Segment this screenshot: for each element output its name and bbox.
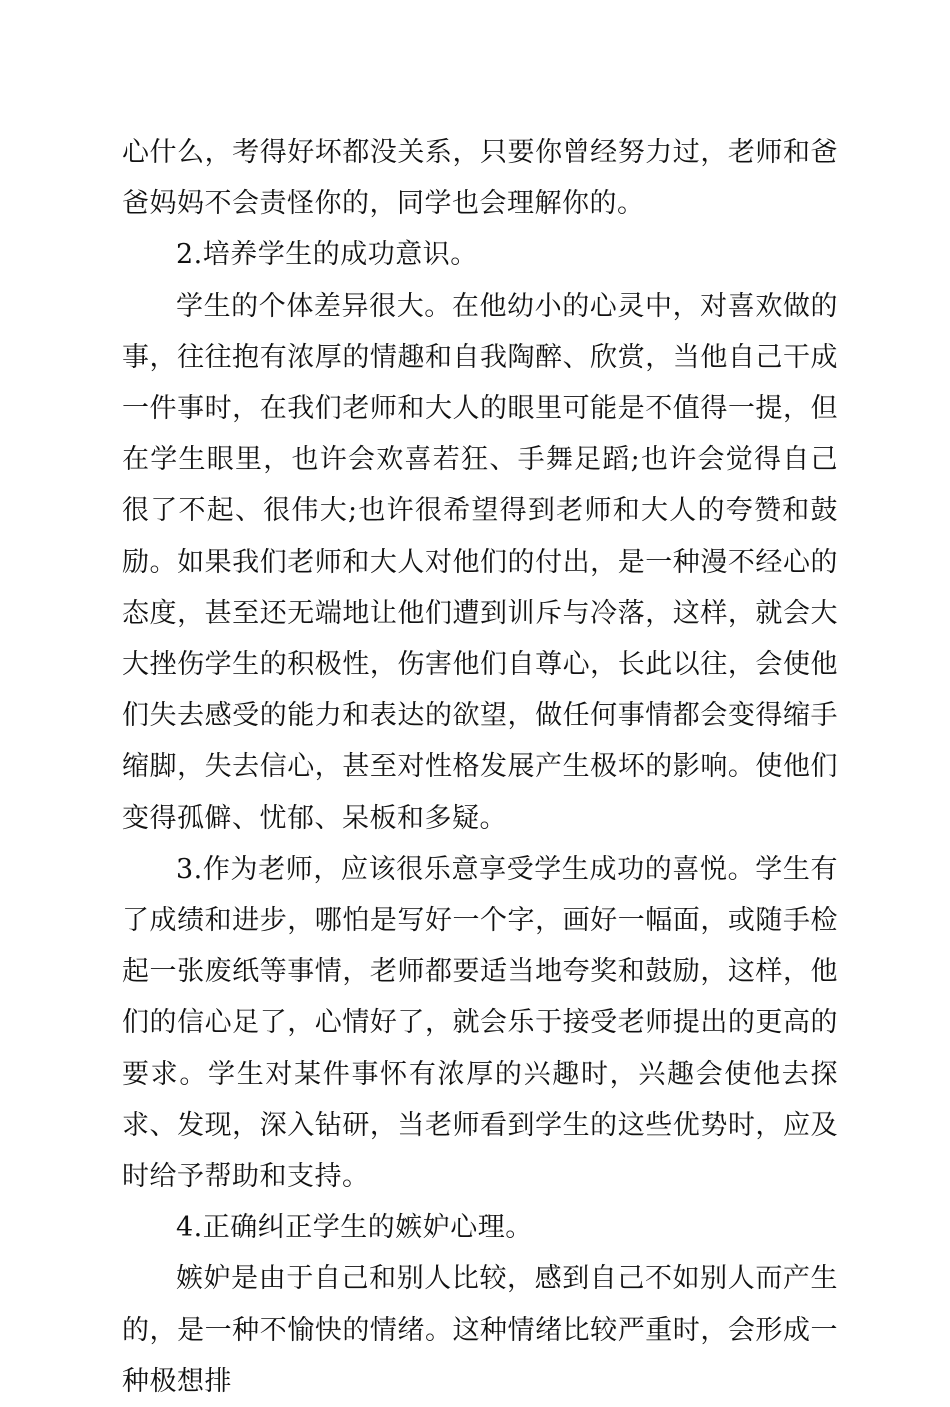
heading-4-correct-jealousy: 4.正确纠正学生的嫉妒心理。 xyxy=(176,1212,533,1244)
paragraph-4-teacher-enjoy-success: 3.作为老师，应该很乐意享受学生成功的喜悦。学生有了成绩和进步，哪怕是写好一个字，画好一幅面，或随手检起一张废纸等事情，老师都要适当地夸奖和鼓励，这样，他们的信心足了，心情好了，就会乐于接受老师提出的更高的要求。学生对某件事怀有浓厚的兴趣时，兴趣会使他去探求、发现，深入钻研，当老师看到学生的这些优势时，应及时给予帮助和支持。 xyxy=(122,853,838,1193)
paragraph-6: 嫉妒是由于自己和别人比较，感到自己不如别人而产生的，是一种不愉快的情绪。这种情绪比较严重时，会形成一种极想排 xyxy=(122,1263,838,1397)
paragraph-3: 学生的个体差异很大。在他幼小的心灵中，对喜欢做的事，往往抱有浓厚的情趣和自我陶醉、欣赏，当他自己干成一件事时，在我们老师和大人的眼里可能是不值得一提，但在学生眼里，也许会欢喜若狂、手舞足蹈;也许会觉得自己很了不起、很伟大;也许很希望得到老师和大人的夸赞和鼓励。如果我们老师和大人对他们的付出，是一种漫不经心的态度，甚至还无端地让他们遭到训斥与冷落，这样，就会大大挫伤学生的积极性，伤害他们自尊心，长此以往，会使他们失去感受的能力和表达的欲望，做任何事情都会变得缩手缩脚，失去信心，甚至对性格发展产生极坏的影响。使他们变得孤僻、忧郁、呆板和多疑。 xyxy=(122,290,838,834)
heading-2-success-awareness: 2.培养学生的成功意识。 xyxy=(176,239,478,271)
document-body xyxy=(122,127,838,1407)
paragraph-1: 心什么，考得好坏都没关系，只要你曾经努力过，老师和爸爸妈妈不会责怪你的，同学也会理解你的。 xyxy=(122,137,838,220)
